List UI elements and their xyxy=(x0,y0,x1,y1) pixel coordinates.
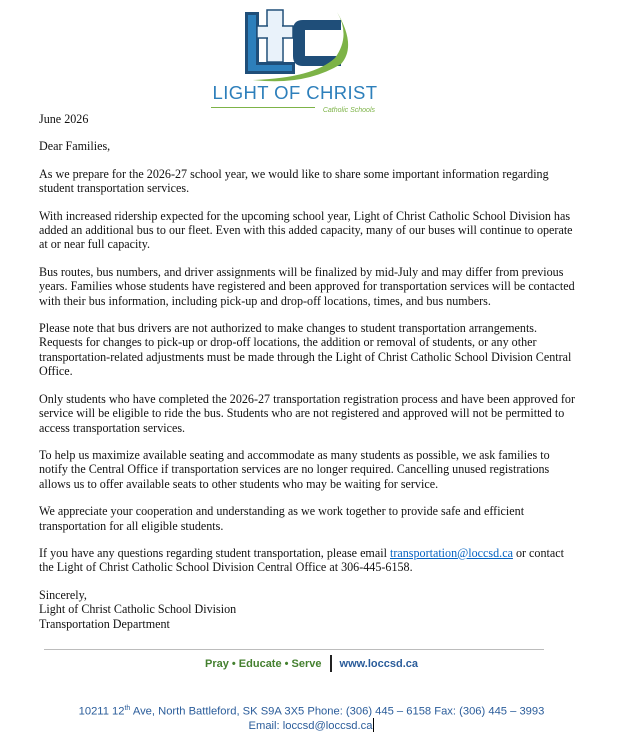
footer-motto: Pray • Educate • Serve xyxy=(204,658,322,670)
paragraph-bus-routes: Bus routes, bus numbers, and driver assignments will be finalized by mid-July and may differ from previous years. Families whose students have registered and been approved for transportation services will be contacted with their bus information, including pick-up and drop-off locations, times, and bus numbers. xyxy=(39,264,575,308)
paragraph-driver-changes: Please note that bus drivers are not authorized to make changes to student transportation arrangements. Requests for changes to pick-up or drop-off locations, the addition or removal of students, or any other transportation-related adjustments must be made through the Light of Christ Catholic School Division Central Office. xyxy=(39,321,572,379)
cross-logo-icon xyxy=(209,6,381,86)
footer-motto-row xyxy=(0,655,623,672)
paragraph-cancellations: To help us maximize available seating and accommodate as many students as possible, we ask families to notify the Central Office if transportation services are no longer required. Cancelling unused registrations allows us to offer available seats to other students who may be waiting for service. xyxy=(39,447,550,491)
letter-body xyxy=(39,112,579,631)
logo-subtitle: Catholic Schools xyxy=(322,107,375,114)
logo-title: LIGHT OF CHRIST xyxy=(212,82,378,103)
footer-divider xyxy=(44,649,544,650)
contact-text-before: If you have any questions regarding student transportation, please email xyxy=(39,545,390,560)
address-rest: Ave, North Battleford, SK S9A 3X5 Phone: (306) 445 – 6158 Fax: (306) 445 – 3993 xyxy=(130,705,545,718)
paragraph-eligibility: Only students who have completed the 2026-27 transportation registration process and have been approved for service will be eligible to ride the bus. Students who are not registered and approved will not be permitted to access transportation services. xyxy=(39,391,576,435)
footer-website[interactable]: www.loccsd.ca xyxy=(339,658,418,670)
signature-department: Transportation Department xyxy=(39,616,170,631)
paragraph-new-bus: With increased ridership expected for the upcoming school year, Light of Christ Catholic School Division has added an additional bus to our fleet. Even with this added capacity, many of our buses will continue to operate at or near full capacity. xyxy=(39,208,573,252)
footer-address xyxy=(0,702,623,719)
logo-divider xyxy=(211,107,315,108)
signature-organization: Light of Christ Catholic School Division xyxy=(39,602,237,617)
paragraph-intro: As we prepare for the 2026-27 school year, we would like to share some important information regarding student transportation services. xyxy=(39,166,549,196)
contact-text-after: or contact the Light of Christ Catholic School Division Central Office at 306-445-6158. xyxy=(39,545,564,575)
letter-date: June 2026 xyxy=(39,112,89,126)
school-logo xyxy=(209,6,381,112)
letter-closing: Sincerely, xyxy=(39,587,87,602)
paragraph-appreciation: We appreciate your cooperation and understanding as we work together to provide safe and efficient transportation for all eligible students. xyxy=(39,504,525,533)
address-number: 10211 12 xyxy=(78,705,125,718)
address-ordinal: th xyxy=(124,705,131,712)
paragraph-contact xyxy=(39,546,579,575)
letter-salutation: Dear Families, xyxy=(39,139,111,154)
footer-separator xyxy=(330,655,332,672)
transportation-email-link[interactable]: transportation@loccsd.ca xyxy=(389,545,513,560)
text-cursor xyxy=(373,718,374,732)
footer-email[interactable]: Email: loccsd@loccsd.ca xyxy=(248,720,373,732)
footer-email-row xyxy=(0,718,623,733)
